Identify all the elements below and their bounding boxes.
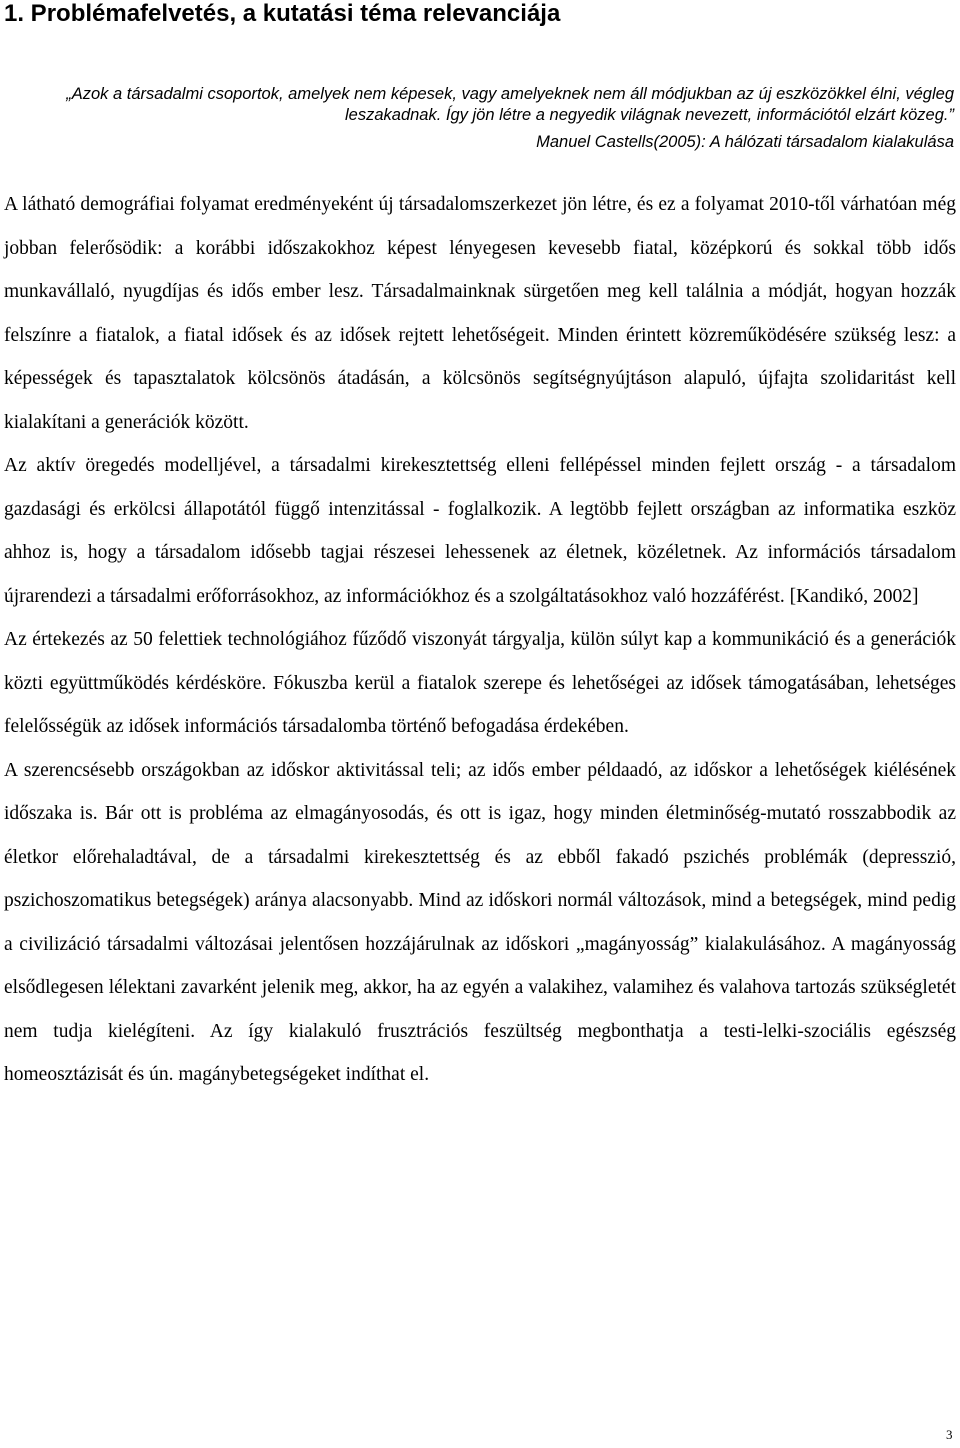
page-number: 3 (946, 1427, 953, 1442)
page-heading: 1. Problémafelvetés, a kutatási téma relevanciája (4, 0, 561, 27)
paragraph-1: A látható demográfiai folyamat eredményeként új társadalomszerkezet jön létre, és ez a folyamat 2010-től várhatóan még jobban felerősödik: a korábbi időszakokhoz képest lényegesen kevesebb fiatal, középkorú és sokkal több idős munkavállaló, nyugdíjas és idős ember lesz. Társadalmainknak sürgetően meg kell találnia a módját, hogyan hozzák felszínre a fiatalok, a fiatal idősek és az idősek rejtett lehetőségeit. Minden érintett közreműködésére szükség lesz: a képességek és tapasztalatok kölcsönös átadásán, a kölcsönös segítségnyújtáson alapuló, újfajta szolidaritást kell kialakítani a generációk között. (4, 194, 956, 433)
epigraph-source: Manuel Castells(2005): A hálózati társadalom kialakulása (536, 133, 954, 151)
paragraph-4: A szerencsésebb országokban az időskor aktivitással teli; az idős ember példaadó, az időskor a lehetőségek kiélésének időszaka is. Bár ott is probléma az elmagányosodás, és ott is igaz, hogy minden életminőség-mutató rosszabbodik az életkor előrehaladtával, de a társadalmi kirekesztettség és az ebből fakadó pszichés problémák (depresszió, pszichoszomatikus betegségek) aránya alacsonyabb. Mind az időskori normál változások, mind a betegségek, mind pedig a civilizáció társadalmi változásai jelentősen hozzájárulnak az időskori „magányosság” kialakulásához. A magányosság elsődlegesen lélektani zavarként jelenik meg, akkor, ha az egyén a valakihez, valamihez és valahova tartozás szükségletét nem tudja kielégíteni. Az így kialakuló frusztrációs feszültség megbonthatja a testi-lelki-szociális egészség homeosztázisát és ún. magánybetegségeket indíthat el. (4, 759, 956, 1085)
paragraph-3: Az értekezés az 50 felettiek technológiához fűződő viszonyát tárgyalja, külön súlyt kap a kommunikáció és a generációk közti együttműködés kérdésköre. Fókuszba kerül a fiatalok szerepe és lehetőségei az idősek támogatásában, lehetséges felelősségük az idősek információs társadalomba történő befogadása érdekében. (4, 629, 956, 737)
paragraph-2: Az aktív öregedés modelljével, a társadalmi kirekesztettség elleni fellépéssel minden fejlett ország - a társadalom gazdasági és erkölcsi állapotától függő intenzitással - foglalkozik. A legtöbb fejlett országban az informatika eszköz ahhoz is, hogy a társadalom idősebb tagjai részesei lehessenek az életnek, közéletnek. Az információs társadalom újrarendezi a társadalmi erőforrásokhoz, az információkhoz és a szolgáltatásokhoz való hozzáférést. [Kandikó, 2002] (4, 455, 956, 607)
epigraph-quote: „Azok a társadalmi csoportok, amelyek nem képesek, vagy amelyeknek nem áll módjukban az új eszközökkel élni, végleg leszakadnak. Így jön létre a negyedik világnak nevezett, információtól elzárt közeg.” (66, 85, 954, 124)
body-text (4, 183, 956, 1097)
